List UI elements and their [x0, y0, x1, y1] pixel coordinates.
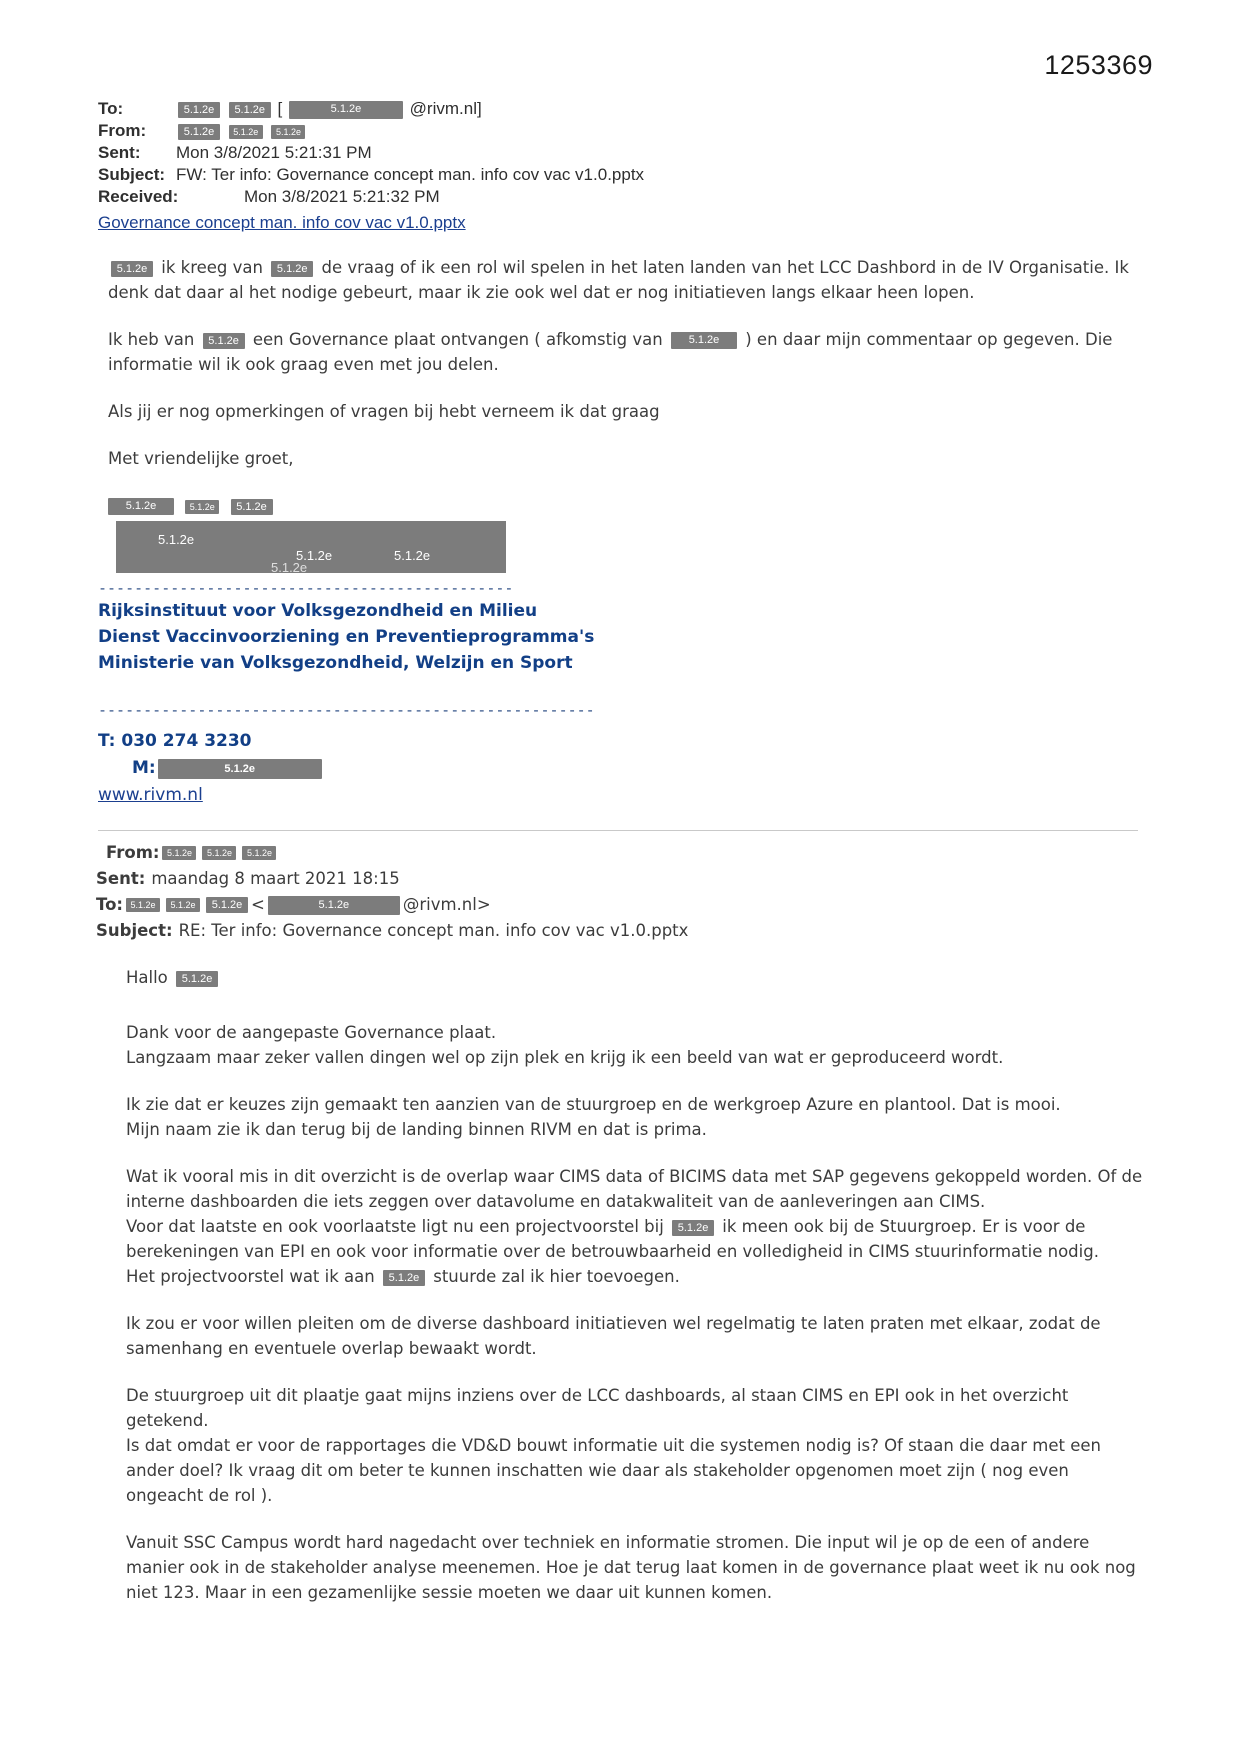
email-content — [98, 98, 1148, 1627]
quoted-paragraph-2 — [126, 1092, 1148, 1142]
received-label: Received: — [98, 187, 179, 206]
quoted-p5-line2: Is dat omdat er voor de rapportages die VD&D bouwt informatie uit die systemen nodig is? Of staan die daar met een ander doel? Ik vraag dit om beter te kunnen inschatten wie daar als stakeholder opgenomen moet zijn ( nog even ongeacht de rol ). — [126, 1436, 1101, 1505]
header-row-received — [98, 186, 1148, 207]
paragraph-2-text-a: Ik heb van — [108, 330, 195, 349]
quoted-p1-line1: Dank voor de aangepaste Governance plaat. — [126, 1023, 497, 1042]
header-row-to — [98, 98, 1148, 119]
to-value — [176, 98, 482, 119]
redaction-box: 5.1.2e — [185, 500, 219, 514]
redaction-box: 5.1.2e — [271, 125, 305, 139]
quoted-from-row — [106, 841, 1148, 865]
org-line-2: Dienst Vaccinvoorziening en Preventieprogramma's — [98, 627, 595, 647]
redaction-box: 5.1.2e — [178, 102, 220, 118]
redaction-box: 5.1.2e — [178, 124, 220, 140]
paragraph-3-text: Als jij er nog opmerkingen of vragen bij hebt verneem ik dat graag — [108, 402, 660, 421]
paragraph-2 — [108, 327, 1148, 377]
from-label: From: — [98, 121, 147, 140]
redaction-label: 5.1.2e — [296, 548, 333, 563]
quoted-p1-line2: Langzaam maar zeker vallen dingen wel op zijn plek en krijg ik een beeld van wat er geproduceerd wordt. — [126, 1048, 1004, 1067]
quoted-email-body — [126, 965, 1148, 1605]
header-row-subject — [98, 164, 1148, 185]
paragraph-1 — [108, 255, 1148, 305]
org-line-1: Rijksinstituut voor Volksgezondheid en Milieu — [98, 601, 538, 621]
signature-divider-1: ---------------------------------------------- — [98, 579, 514, 597]
received-value: Mon 3/8/2021 5:21:32 PM — [244, 187, 440, 206]
redaction-label: 5.1.2e — [271, 560, 308, 575]
paragraph-2-text-b: een Governance plaat ontvangen ( afkomstig van — [252, 330, 663, 349]
quoted-paragraph-1 — [126, 1020, 1148, 1070]
redaction-box: 5.1.2e — [108, 498, 174, 515]
signature-mobile-row — [132, 756, 1148, 781]
signature-redaction-large — [116, 521, 506, 573]
paragraph-4-closing — [108, 446, 1148, 471]
redaction-box: 5.1.2e — [242, 846, 276, 860]
redaction-box: 5.1.2e — [111, 261, 153, 277]
quoted-p3-a: Wat ik vooral mis in dit overzicht is de overlap waar CIMS data of BICIMS data met SAP gegevens gekoppeld worden. Of de interne dashboarden die iets zeggen over datavolume en datakwaliteit van de aanleveringen aan CIMS. — [126, 1167, 1143, 1211]
closing-text: Met vriendelijke groet, — [108, 449, 294, 468]
email-body — [96, 255, 1148, 1605]
redaction-label: 5.1.2e — [158, 532, 195, 547]
quoted-p3-e: stuurde zal ik hier toevoegen. — [433, 1267, 680, 1286]
redaction-box: 5.1.2e — [162, 846, 196, 860]
attachment-link[interactable]: Governance concept man. info cov vac v1.0.pptx — [98, 213, 466, 232]
quoted-paragraph-4 — [126, 1311, 1148, 1361]
quoted-message-separator — [98, 830, 1138, 831]
quoted-p3-b: Voor dat laatste en ook voorlaatste ligt nu een projectvoorstel bij — [126, 1217, 664, 1236]
mobile-label: M: — [132, 758, 156, 778]
redaction-box: 5.1.2e — [126, 898, 160, 912]
redaction-box: 5.1.2e — [166, 898, 200, 912]
quoted-from-label: From: — [106, 843, 160, 862]
redaction-box: 5.1.2e — [671, 332, 737, 349]
quoted-to-domain: @rivm.nl> — [402, 895, 491, 914]
redaction-box: 5.1.2e — [231, 499, 273, 515]
redaction-label: 5.1.2e — [394, 548, 431, 563]
redaction-box: 5.1.2e — [672, 1220, 714, 1236]
quoted-sent-row — [96, 867, 1148, 891]
redaction-box: 5.1.2e — [229, 125, 263, 139]
redaction-box: 5.1.2e — [271, 261, 313, 277]
quoted-p2-line1: Ik zie dat er keuzes zijn gemaakt ten aanzien van de stuurgroep en de werkgroep Azure en plantool. Dat is mooi. — [126, 1095, 1061, 1114]
paragraph-1-text-b: de vraag of ik een rol wil spelen in het laten landen van het LCC Dashbord in de IV Organisatie. Ik denk dat daar al het nodige gebeurt, maar ik zie ook wel dat er nog initiatieven langs elkaar heen lopen. — [108, 258, 1129, 302]
subject-value: FW: Ter info: Governance concept man. info cov vac v1.0.pptx — [176, 165, 645, 184]
redaction-box: 5.1.2e — [383, 1270, 425, 1286]
quoted-p2-line2: Mijn naam zie ik dan terug bij de landing binnen RIVM en dat is prima. — [126, 1120, 707, 1139]
quoted-greeting — [126, 965, 1148, 990]
quoted-p4: Ik zou er voor willen pleiten om de diverse dashboard initiatieven wel regelmatig te laten praten met elkaar, zodat de samenhang en eventuele overlap bewaakt wordt. — [126, 1314, 1101, 1358]
quoted-subject-label: Subject: — [96, 921, 173, 940]
redaction-box: 5.1.2e — [158, 759, 322, 779]
quoted-p6: Vanuit SSC Campus wordt hard nagedacht over techniek en informatie stromen. Die input wil je op de een of andere manier ook in de stakeholder analyse meenemen. Hoe je dat terug laat komen in de governance plaat weet ik nu ook nog niet 123. Maar in een gezamenlijke sessie moeten we daar uit kunnen komen. — [126, 1533, 1136, 1602]
quoted-paragraph-5 — [126, 1383, 1148, 1508]
redaction-box: 5.1.2e — [203, 333, 245, 349]
redaction-box: 5.1.2e — [176, 971, 218, 987]
quoted-paragraph-6 — [126, 1530, 1148, 1605]
quoted-paragraph-3 — [126, 1164, 1148, 1289]
signature-names-row — [108, 493, 1148, 518]
paragraph-1-text-a: ik kreeg van — [161, 258, 263, 277]
quoted-email-header — [96, 841, 1148, 943]
signature-divider-2: ------------------------------------------------------- — [98, 701, 595, 719]
signature-redaction-block — [108, 493, 1148, 573]
quoted-p3-d: Het projectvoorstel wat ik aan — [126, 1267, 375, 1286]
greeting-text: Hallo — [126, 968, 168, 987]
paragraph-2-text-c: ) en daar mijn commentaar op gegeven. Die informatie wil ik ook graag even met jou delen. — [108, 330, 1113, 374]
redaction-box: 5.1.2e — [202, 846, 236, 860]
redaction-box: 5.1.2e — [268, 896, 400, 915]
to-bracket-open: [ — [277, 99, 283, 118]
header-row-from — [98, 120, 1148, 141]
quoted-sent-value: maandag 8 maart 2021 18:15 — [151, 869, 400, 888]
quoted-to-label: To: — [96, 895, 123, 914]
quoted-p3-c: ik meen ook bij de Stuurgroep. Er is voor de berekeningen van EPI en ook voor informatie over de betrouwbaarheid en volledigheid in CIMS stuurinformatie nodig. — [126, 1217, 1099, 1261]
quoted-to-bracket-open: < — [251, 895, 265, 914]
redaction-box: 5.1.2e — [206, 897, 248, 913]
subject-label: Subject: — [98, 165, 166, 184]
redaction-box: 5.1.2e — [289, 101, 403, 119]
quoted-p5-line1: De stuurgroep uit dit plaatje gaat mijns inziens over de LCC dashboards, al staan CIMS en EPI ook in het overzicht getekend. — [126, 1386, 1069, 1430]
org-line-3: Ministerie van Volksgezondheid, Welzijn en Sport — [98, 653, 573, 673]
to-domain: @rivm.nl] — [409, 99, 482, 118]
document-id-stamp: 1253369 — [1044, 50, 1153, 80]
redaction-box: 5.1.2e — [229, 102, 271, 118]
quoted-subject-value: RE: Ter info: Governance concept man. info cov vac v1.0.pptx — [178, 921, 689, 940]
quoted-subject-row — [96, 919, 1148, 943]
header-row-sent — [98, 142, 1148, 163]
quoted-to-row — [96, 893, 1148, 917]
sent-label: Sent: — [98, 143, 141, 162]
email-header — [98, 98, 1148, 233]
website-link[interactable]: www.rivm.nl — [98, 785, 203, 805]
quoted-sent-label: Sent: — [96, 869, 146, 888]
paragraph-3 — [108, 399, 1148, 424]
sent-value: Mon 3/8/2021 5:21:31 PM — [176, 143, 372, 162]
from-value — [176, 120, 307, 141]
signature-telephone: T: 030 274 3230 — [98, 731, 252, 751]
to-label: To: — [98, 99, 124, 118]
